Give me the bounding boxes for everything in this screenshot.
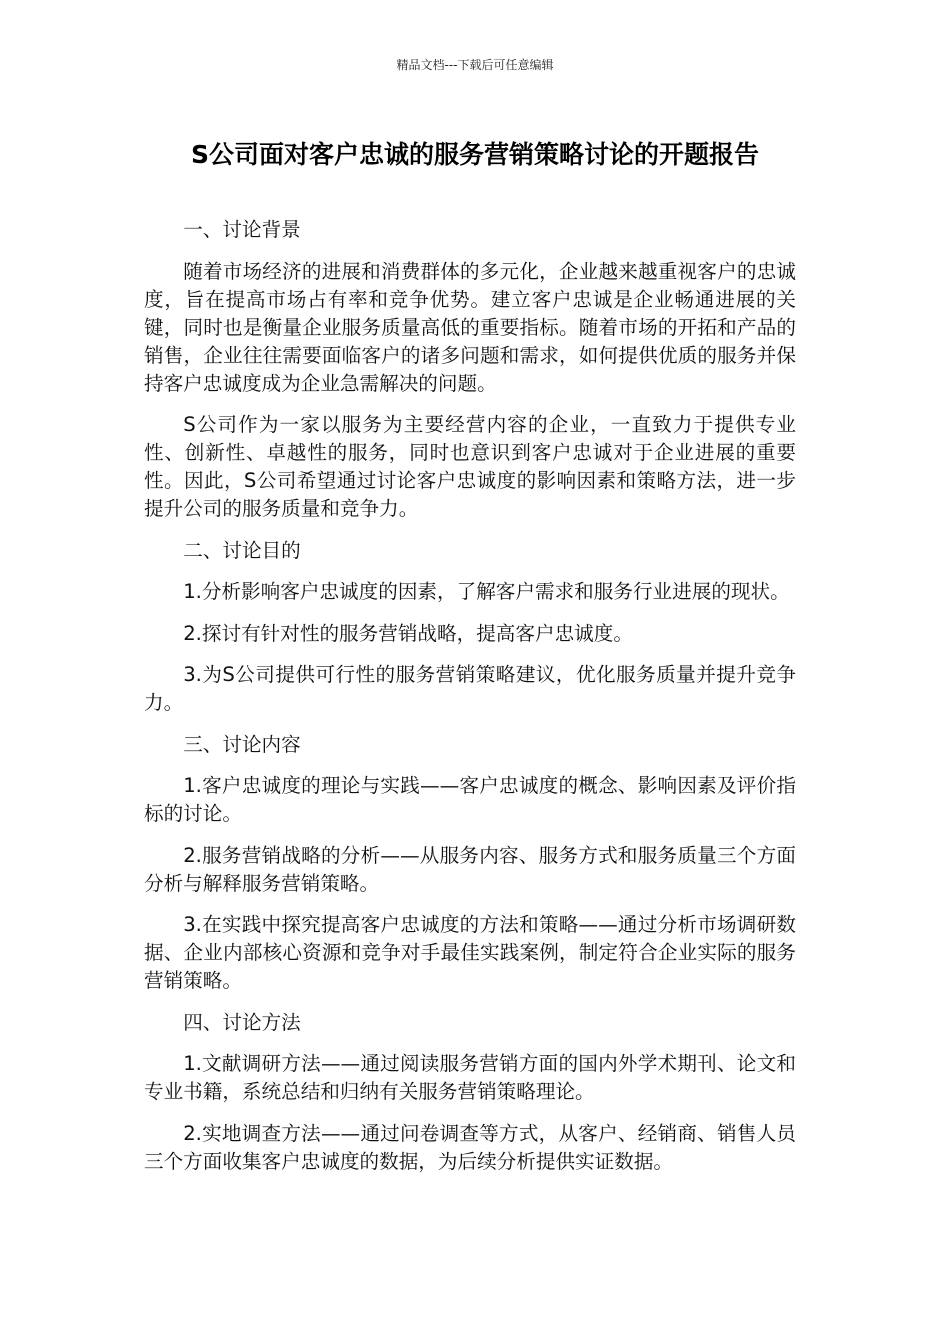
list-item: 3.为S公司提供可行性的服务营销策略建议，优化服务质量并提升竞争力。: [144, 663, 796, 714]
section-heading-content: 三、讨论内容: [183, 732, 301, 756]
document-body: [144, 216, 796, 1189]
list-item: 2.实地调查方法——通过问卷调查等方式，从客户、经销商、销售人员三个方面收集客户忠诚度的数据，为后续分析提供实证数据。: [144, 1121, 796, 1173]
list-item: 1.客户忠诚度的理论与实践——客户忠诚度的概念、影响因素及评价指标的讨论。: [144, 774, 796, 825]
section-heading-background: 一、讨论背景: [183, 218, 301, 241]
list-item: 2.服务营销战略的分析——从服务内容、服务方式和服务质量三个方面分析与解释服务营销策略。: [144, 843, 796, 895]
paragraph: 随着市场经济的进展和消费群体的多元化，企业越来越重视客户的忠诚度，旨在提高市场占有率和竞争优势。建立客户忠诚是企业畅通进展的关键，同时也是衡量企业服务质量高低的重要指标。随着市场的开拓和产品的销售，企业往往需要面临客户的诸多问题和需求，如何提供优质的服务并保持客户忠诚度成为企业急需解决的问题。: [144, 259, 796, 395]
list-item: 3.在实践中探究提高客户忠诚度的方法和策略——通过分析市场调研数据、企业内部核心资源和竞争对手最佳实践案例，制定符合企业实际的服务营销策略。: [144, 913, 796, 992]
paragraph: S公司作为一家以服务为主要经营内容的企业，一直致力于提供专业性、创新性、卓越性的服务，同时也意识到客户忠诚对于企业进展的重要性。因此，S公司希望通过讨论客户忠诚度的影响因素和策略方法，进一步提升公司的服务质量和竞争力。: [144, 413, 796, 520]
list-item: 1.分析影响客户忠诚度的因素，了解客户需求和服务行业进展的现状。: [183, 580, 790, 603]
page-header: 精品文档---下载后可任意编辑: [396, 58, 554, 72]
section-heading-method: 四、讨论方法: [183, 1010, 301, 1034]
document-title: S公司面对客户忠诚的服务营销策略讨论的开题报告: [190, 140, 759, 169]
section-heading-purpose: 二、讨论目的: [183, 538, 301, 562]
list-item: 1.文献调研方法——通过阅读服务营销方面的国内外学术期刊、论文和专业书籍，系统总结和归纳有关服务营销策略理论。: [144, 1052, 796, 1103]
list-item: 2.探讨有针对性的服务营销战略，提高客户忠诚度。: [183, 621, 633, 645]
